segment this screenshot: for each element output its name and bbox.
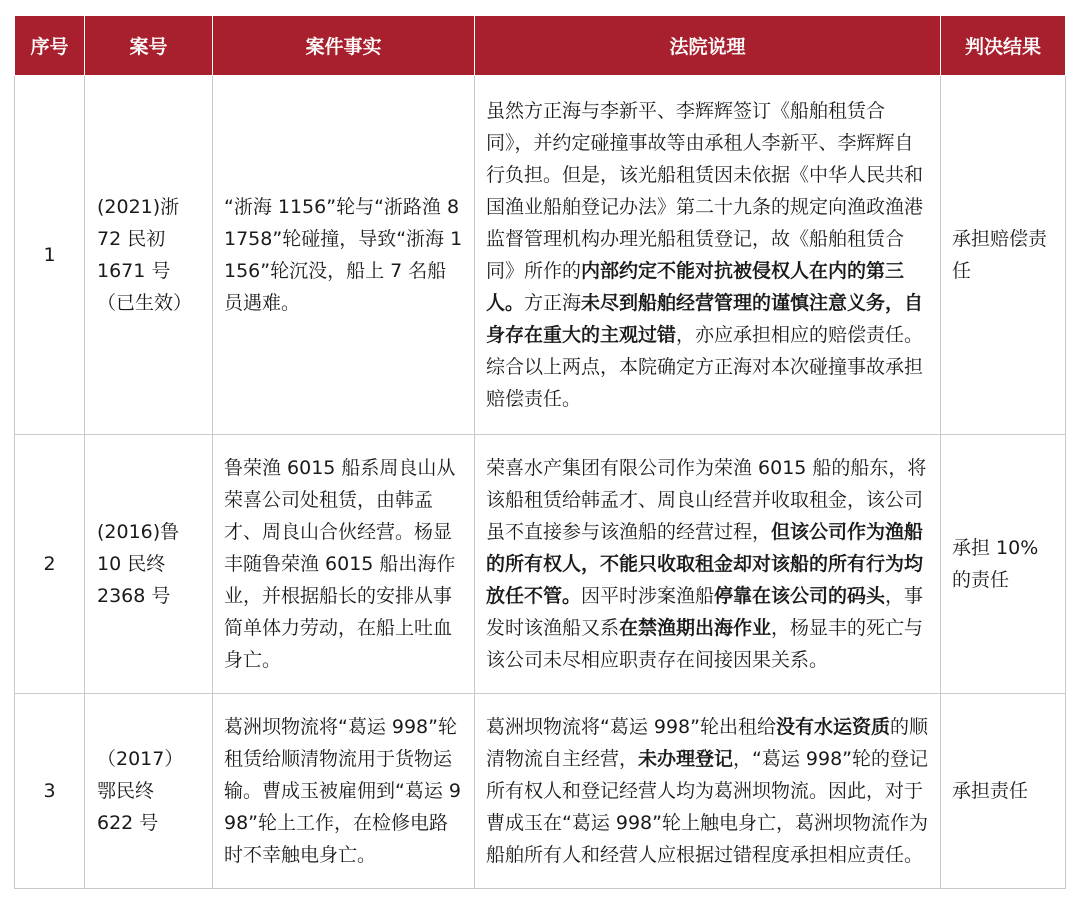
case-number-line: 2368 号 <box>97 585 171 607</box>
header-court-reasoning: 法院说理 <box>475 16 941 76</box>
reasoning-emphasis: 未办理登记 <box>638 748 734 770</box>
case-status: （已生效） <box>97 292 193 314</box>
row-index: 1 <box>15 76 85 435</box>
reasoning-text: 荣喜水产集团有限公司作为荣渔 6015 船的船东，将该船租赁给韩孟才、周良山经营并收取租金，该公司虽不直接参与该渔船的经营过程， <box>486 457 927 543</box>
reasoning-text: ，事发时该渔船又系 <box>486 585 924 639</box>
reasoning-text: ，杨显丰的死亡与该公司未尽相应职责存在间接因果关系。 <box>486 617 924 671</box>
case-number-line: （2017） <box>97 748 184 770</box>
case-table <box>14 15 1066 889</box>
court-reasoning-cell <box>475 76 941 435</box>
reasoning-emphasis: 没有水运资质 <box>776 716 891 738</box>
case-number-cell <box>85 435 213 694</box>
judgment-result-cell: 承担 10%的责任 <box>941 435 1066 694</box>
reasoning-emphasis: 停靠在该公司的码头 <box>714 585 886 607</box>
header-case-number: 案号 <box>85 16 213 76</box>
reasoning-text: 的顺清物流自主经营， <box>486 716 929 770</box>
table-row <box>15 76 1066 435</box>
reasoning-text: 葛洲坝物流将“葛运 998”轮出租给 <box>486 716 776 738</box>
case-number-line: 622 号 <box>97 812 159 834</box>
reasoning-text: 虽然方正海与李新平、李辉辉签订《船舶租赁合同》，并约定碰撞事故等由承租人李新平、李辉辉自行负担。但是，该光船租赁因未依据《中华人民共和国渔业船舶登记办法》第二十九条的规定向渔政渔港监督管理机构办理光船租赁登记，故《船舶租赁合同》所作的 <box>486 100 924 282</box>
reasoning-text: ，亦应承担相应的赔偿责任。综合以上两点，本院确定方正海对本次碰撞事故承担赔偿责任。 <box>486 324 924 410</box>
row-index: 2 <box>15 435 85 694</box>
table-row <box>15 435 1066 694</box>
reasoning-emphasis: 但该公司作为渔船的所有权人，不能只收取租金却对该船的所有行为均放任不管。 <box>486 521 924 607</box>
row-index: 3 <box>15 694 85 889</box>
judgment-result-cell: 承担责任 <box>941 694 1066 889</box>
case-number-line: 1671 号 <box>97 260 171 282</box>
header-row <box>15 16 1066 76</box>
case-facts-cell: 葛洲坝物流将“葛运 998”轮租赁给顺清物流用于货物运输。曹成玉被雇佣到“葛运 998”轮上工作，在检修电路时不幸触电身亡。 <box>213 694 475 889</box>
case-facts-cell: “浙海 1156”轮与“浙路渔 81758”轮碰撞，导致“浙海 1156”轮沉没，船上 7 名船员遇难。 <box>213 76 475 435</box>
case-number-cell <box>85 76 213 435</box>
case-facts-cell: 鲁荣渔 6015 船系周良山从荣喜公司处租赁，由韩孟才、周良山合伙经营。杨显丰随鲁荣渔 6015 船出海作业，并根据船长的安排从事简单体力劳动，在船上吐血身亡。 <box>213 435 475 694</box>
reasoning-emphasis: 内部约定不能对抗被侵权人在内的第三人。 <box>486 260 905 314</box>
table-row <box>15 694 1066 889</box>
case-number-line: 72 民初 <box>97 228 166 250</box>
case-number-line: 鄂民终 <box>97 780 155 802</box>
reasoning-text: 方正海 <box>524 292 582 314</box>
case-number-line: (2021)浙 <box>97 196 180 218</box>
judgment-result-cell: 承担赔偿责任 <box>941 76 1066 435</box>
case-number-line: 10 民终 <box>97 553 166 575</box>
court-reasoning-cell <box>475 694 941 889</box>
reasoning-text: 因平时涉案渔船 <box>581 585 715 607</box>
header-case-facts: 案件事实 <box>213 16 475 76</box>
reasoning-emphasis: 未尽到船舶经营管理的谨慎注意义务，自身存在重大的主观过错 <box>486 292 924 346</box>
case-number-line: (2016)鲁 <box>97 521 180 543</box>
reasoning-text: ，“葛运 998”轮的登记所有权人和登记经营人均为葛洲坝物流。因此，对于曹成玉在“葛运 998”轮上触电身亡，葛洲坝物流作为船舶所有人和经营人应根据过错程度承担相应责任。 <box>486 748 929 866</box>
case-number-cell <box>85 694 213 889</box>
header-index: 序号 <box>15 16 85 76</box>
reasoning-emphasis: 在禁渔期出海作业 <box>619 617 772 639</box>
header-judgment-result: 判决结果 <box>941 16 1066 76</box>
court-reasoning-cell <box>475 435 941 694</box>
